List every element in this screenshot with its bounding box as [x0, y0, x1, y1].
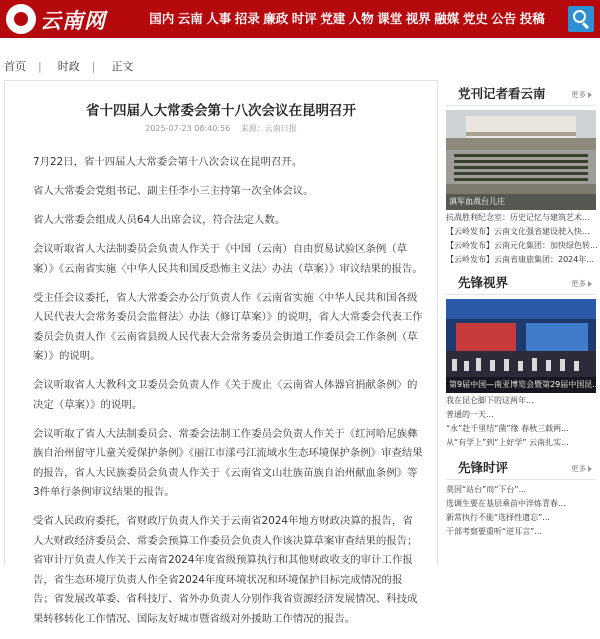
more-arrow-icon	[588, 92, 592, 98]
article-date: 2025-07-23 08:40:56	[145, 124, 231, 133]
more-arrow-icon	[588, 281, 592, 287]
news-list	[446, 480, 596, 539]
list-item[interactable]: 从“有学上”到“上好学” 云南扎实...	[446, 438, 569, 447]
nav-item-ketang[interactable]: 课堂	[377, 11, 403, 26]
sidebar	[446, 80, 600, 539]
nav-item-renwu[interactable]: 人物	[348, 11, 374, 26]
article-paragraph: 省人大常委会党组书记、副主任李小三主持第一次全体会议。	[33, 185, 314, 197]
logo-emblem-icon	[6, 4, 36, 34]
news-list	[446, 393, 596, 450]
article-paragraph: 省人大常委会组成人员64人出席会议，符合法定人数。	[33, 214, 286, 226]
list-item[interactable]: 【云岭发布】云南文化强省建设驶入快...	[446, 227, 590, 236]
article-meta	[5, 123, 437, 134]
more-link[interactable]: 更多	[571, 463, 592, 474]
article-paragraph: 会议听取省人大法制委员会负责人作关于《中国（云南）自由贸易试验区条例（草案）》《云南省实施〈中华人民共和国反恐怖主义法〉办法（草案）》审议结果的报告。	[33, 243, 423, 275]
article-panel	[4, 80, 438, 625]
section-title: 先锋时评	[458, 460, 509, 475]
nav-item-yunnan[interactable]: 云南	[177, 11, 203, 26]
article-title: 省十四届人大常委会第十八次会议在昆明召开	[86, 103, 356, 119]
article-source: 来源：云南日报	[240, 124, 297, 133]
list-item[interactable]: “永”赴千里结“菌”缘 春秋三载两...	[446, 424, 569, 433]
list-item[interactable]: 普通的一天...	[446, 410, 494, 419]
feature-photo-expo[interactable]	[446, 299, 600, 393]
nav-item-tougao[interactable]: 投稿	[519, 11, 545, 26]
section-header-pioneer-commentary	[446, 454, 596, 480]
nav-item-shiping[interactable]: 时评	[291, 11, 317, 26]
feature-photo-museum[interactable]	[446, 110, 596, 210]
nav-item-gonggao[interactable]: 公告	[491, 11, 517, 26]
site-logo[interactable]	[6, 3, 142, 35]
article-paragraph: 受主任会议委托，省人大常委会办公厅负责人作《云南省实施〈中华人民共和国各级人民代表大会常务委员会监督法〉办法（修订草案）》的说明，省人大常委会代表工作委员会负责人作《云南省县级人民代表大会常务委员会街道工作委员会工作条例（草案）》的说明。	[33, 291, 423, 362]
breadcrumb-home[interactable]: 首页	[4, 60, 26, 73]
list-item[interactable]: 选调生要在基层乘苗中淬炼青春...	[446, 499, 566, 508]
section-header-reporters	[446, 80, 596, 106]
nav-item-shijie[interactable]: 视界	[405, 11, 431, 26]
more-link[interactable]: 更多	[571, 89, 592, 100]
list-item[interactable]: 【云岭发布】云南省康旅集团：2024年...	[446, 255, 594, 264]
search-button[interactable]	[568, 6, 594, 32]
nav-item-dangshi[interactable]: 党史	[462, 11, 488, 26]
top-nav-bar	[0, 0, 600, 38]
list-item[interactable]: 新常执行不能“选择性遗忘”...	[446, 513, 550, 522]
breadcrumb: 首页 | 时政 | 正文	[0, 56, 133, 76]
news-list	[446, 210, 596, 267]
article-paragraph: 会议听取了省人大法制委员会、常委会法制工作委员会负责人作关于《红河哈尼族彝族自治州留守儿童关爱保护条例》《丽江市漾弓江流域水生态环境保护条例》审查结果的报告，省人大民族委员会负责人作关于《云南省文山壮族苗族自治州献血条例》等3件单行条例审议结果的报告。	[33, 427, 423, 498]
list-item[interactable]: 莫因“站台”而“下台”...	[446, 485, 527, 494]
section-title: 先锋视界	[458, 275, 509, 290]
nav-item-lianzheng[interactable]: 廉政	[263, 11, 289, 26]
breadcrumb-current: 正文	[111, 60, 134, 73]
list-item[interactable]: 干部考察要重听“逆耳言”...	[446, 527, 542, 536]
logo-text: 云南网	[40, 8, 106, 33]
nav-item-guonei[interactable]: 国内	[149, 11, 175, 26]
list-item[interactable]: 我在昆仑脚下的这两年...	[446, 396, 534, 405]
main-nav	[148, 0, 547, 38]
article-body	[33, 153, 423, 639]
search-icon	[573, 10, 586, 23]
nav-item-renshi[interactable]: 人事	[206, 11, 232, 26]
article-paragraph: 会议听取省人大教科文卫委员会负责人作《关于废止〈云南省人体器官捐献条例〉的决定（草案）》的说明。	[33, 379, 418, 411]
photo-caption: 第9届中国—南亚博览会暨第29届中国昆...	[446, 377, 596, 393]
nav-item-dangjian[interactable]: 党建	[320, 11, 346, 26]
breadcrumb-category[interactable]: 时政	[57, 60, 80, 73]
article-paragraph: 7月22日，省十四届人大常委会第十八次会议在昆明召开。	[33, 156, 303, 168]
section-header-pioneer-vision	[446, 269, 596, 295]
more-arrow-icon	[588, 466, 592, 472]
nav-item-rongmei[interactable]: 融媒	[434, 11, 460, 26]
list-item[interactable]: 【云岭发布】云南元化集团：加快绿色转...	[446, 241, 598, 250]
list-item[interactable]: 抗战胜利纪念室：历史记忆与建筑艺术...	[446, 213, 590, 222]
section-title: 党刊记者看云南	[458, 86, 546, 101]
nav-item-zhaolu[interactable]: 招录	[234, 11, 260, 26]
article-paragraph: 受省人民政府委托，省财政厅负责人作关于云南省2024年地方财政决算的报告，省人大财政经济委员会、常委会预算工作委员会负责人作该决算草案审查结果的报告；省审计厅负责人作关于云南省2024年度省级预算执行和其他财政收支的审计工作报告，省生态环境厅负责人作全省2024年度环境状况和环境保护目标完成情况的报告；省发展改革委、省科技厅、省外办负责人分别作我省资源经济发展情况、科技成果转移转化工作情况、国际友好城市暨省级对外援助工作情况的报告。	[33, 515, 418, 625]
photo-caption: 滇军血战台儿庄	[446, 194, 596, 210]
more-link[interactable]: 更多	[571, 278, 592, 289]
